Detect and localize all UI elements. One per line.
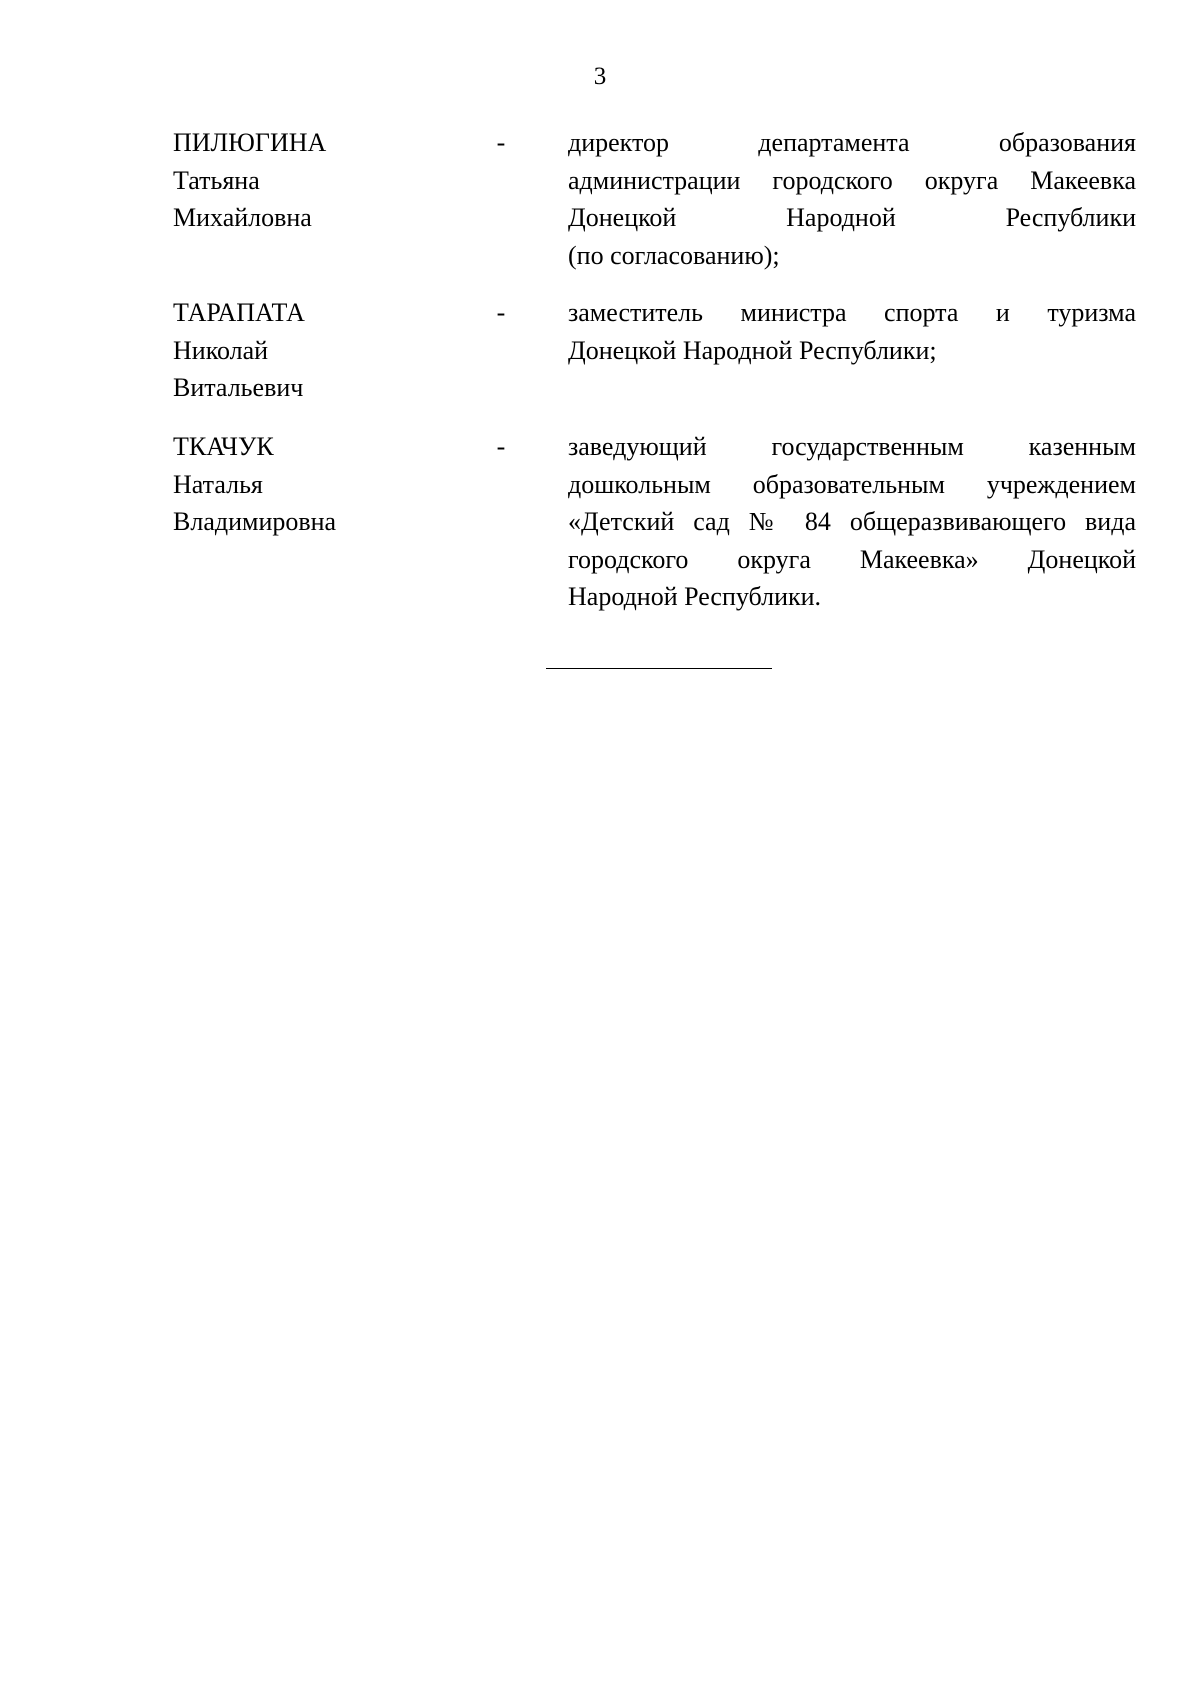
member-dash: - bbox=[496, 128, 506, 157]
role-line: Донецкой Народной Республики; bbox=[568, 335, 937, 365]
member-role bbox=[568, 124, 1136, 274]
page-number: 3 bbox=[593, 63, 607, 90]
role-line: заведующий государственным казенным bbox=[568, 432, 1136, 461]
member-patronymic: Витальевич bbox=[173, 373, 304, 402]
member-role bbox=[568, 294, 1136, 369]
member-patronymic: Михайловна bbox=[173, 203, 312, 232]
member-surname: ТАРАПАТА bbox=[173, 298, 305, 327]
member-dash: - bbox=[496, 298, 506, 327]
member-given-name: Наталья bbox=[173, 469, 263, 499]
member-given-name: Татьяна bbox=[173, 165, 260, 195]
role-line: Донецкой Народной Республики bbox=[568, 203, 1136, 232]
member-given-name: Николай bbox=[173, 335, 269, 365]
member-name bbox=[173, 294, 473, 407]
role-line: Народной Республики. bbox=[568, 582, 822, 611]
role-line: (по согласованию); bbox=[568, 240, 780, 270]
role-line: городского округа Макеевка» Донецкой bbox=[568, 544, 1136, 574]
end-divider bbox=[546, 668, 772, 669]
role-line: дошкольным образовательным учреждением bbox=[568, 469, 1136, 499]
member-surname: ПИЛЮГИНА bbox=[173, 128, 327, 157]
member-role bbox=[568, 428, 1136, 616]
role-line: заместитель министра спорта и туризма bbox=[568, 298, 1136, 327]
role-line: «Детский сад № 84 общеразвивающего вида bbox=[568, 507, 1136, 536]
member-name bbox=[173, 428, 473, 541]
role-line: директор департамента образования bbox=[568, 128, 1136, 157]
role-line: администрации городского округа Макеевка bbox=[568, 165, 1136, 195]
member-name bbox=[173, 124, 473, 237]
member-dash: - bbox=[496, 432, 506, 461]
member-surname: ТКАЧУК bbox=[173, 432, 274, 461]
member-patronymic: Владимировна bbox=[173, 507, 337, 536]
